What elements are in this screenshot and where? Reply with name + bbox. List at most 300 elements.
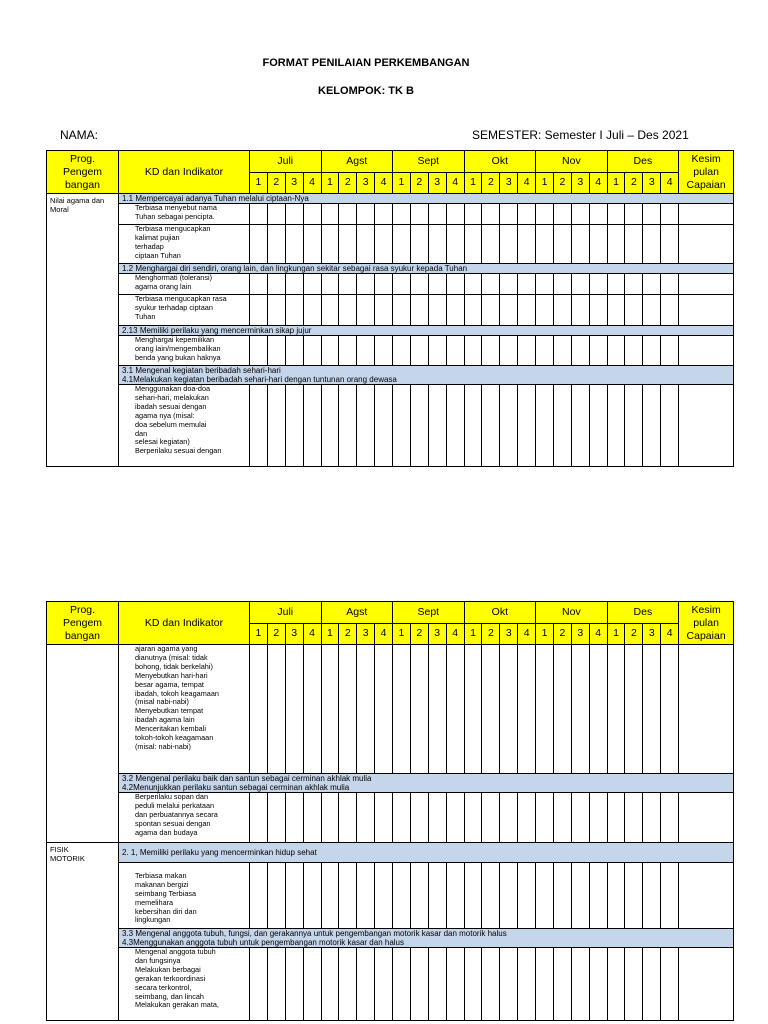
score-cell[interactable] — [375, 863, 393, 929]
header-prog-line: bangan — [64, 178, 101, 191]
score-cell[interactable] — [339, 274, 357, 295]
indicator-line: Menghargai kepemilikan — [135, 335, 215, 344]
score-cell[interactable] — [410, 385, 428, 467]
score-cell[interactable] — [428, 863, 446, 929]
indicator-line: dan fungsinya — [135, 955, 181, 965]
score-cell[interactable] — [607, 336, 625, 366]
score-cell[interactable] — [518, 793, 536, 843]
score-cell[interactable] — [285, 274, 303, 295]
score-cell[interactable] — [661, 948, 679, 1021]
score-cell[interactable] — [321, 274, 339, 295]
score-cell[interactable] — [661, 336, 679, 366]
score-cell[interactable] — [607, 274, 625, 295]
score-cell[interactable] — [428, 274, 446, 295]
indicator-line: Menghormati (toleransi) — [135, 273, 213, 282]
kd-heading — [119, 194, 734, 204]
score-cell[interactable] — [321, 645, 339, 774]
score-cell[interactable] — [553, 863, 571, 929]
score-cell[interactable] — [464, 204, 482, 225]
indicator-line: agama dan budaya — [135, 827, 198, 837]
score-cell[interactable] — [518, 645, 536, 774]
score-cell[interactable] — [321, 863, 339, 929]
score-cell[interactable] — [410, 225, 428, 264]
header-week: 3 — [285, 172, 303, 194]
score-cell[interactable] — [464, 295, 482, 326]
indicator-line: Berperilaku sesuai dengan — [135, 446, 222, 456]
score-cell[interactable] — [518, 385, 536, 467]
score-cell[interactable] — [500, 863, 518, 929]
score-cell[interactable] — [393, 336, 411, 366]
indicator-line: benda yang bukan haknya — [135, 352, 221, 362]
score-cell[interactable] — [285, 225, 303, 264]
score-cell[interactable] — [500, 295, 518, 326]
score-cell[interactable] — [303, 385, 321, 467]
score-cell[interactable] — [250, 863, 268, 929]
score-cell[interactable] — [679, 274, 734, 295]
score-cell[interactable] — [607, 948, 625, 1021]
score-cell[interactable] — [267, 274, 285, 295]
prog-fisik-motorik — [47, 843, 119, 1021]
prog-nilai-agama — [47, 194, 119, 467]
score-cell[interactable] — [607, 863, 625, 929]
score-cell[interactable] — [643, 863, 661, 929]
score-cell[interactable] — [500, 336, 518, 366]
score-cell[interactable] — [357, 948, 375, 1021]
score-cell[interactable] — [553, 225, 571, 264]
score-cell[interactable] — [607, 793, 625, 843]
score-cell[interactable] — [500, 274, 518, 295]
score-cell[interactable] — [679, 863, 734, 929]
score-cell[interactable] — [643, 948, 661, 1021]
header-week: 4 — [661, 172, 679, 194]
score-cell[interactable] — [303, 295, 321, 326]
score-cell[interactable] — [571, 225, 589, 264]
score-cell[interactable] — [661, 204, 679, 225]
score-cell[interactable] — [339, 204, 357, 225]
score-cell[interactable] — [679, 793, 734, 843]
score-cell[interactable] — [321, 295, 339, 326]
score-cell[interactable] — [285, 204, 303, 225]
score-cell[interactable] — [375, 225, 393, 264]
score-cell[interactable] — [357, 863, 375, 929]
indicator-line: Tuhan sebagai pencipta. — [135, 211, 215, 221]
score-cell[interactable] — [661, 385, 679, 467]
score-cell[interactable] — [250, 336, 268, 366]
score-cell[interactable] — [643, 274, 661, 295]
score-cell[interactable] — [571, 274, 589, 295]
score-cell[interactable] — [553, 948, 571, 1021]
score-cell[interactable] — [250, 948, 268, 1021]
score-cell[interactable] — [303, 225, 321, 264]
score-cell[interactable] — [267, 948, 285, 1021]
score-cell[interactable] — [643, 225, 661, 264]
indicator-line: ibadah, tokoh keagamaan — [135, 688, 219, 698]
score-cell[interactable] — [553, 336, 571, 366]
score-cell[interactable] — [679, 645, 734, 774]
score-cell[interactable] — [571, 385, 589, 467]
score-cell[interactable] — [267, 645, 285, 774]
kd-number: 2.13 — [122, 326, 138, 335]
indicator-line: secara terkontrol, — [135, 982, 192, 992]
score-cell[interactable] — [357, 204, 375, 225]
score-cell[interactable] — [357, 793, 375, 843]
score-cell[interactable] — [571, 295, 589, 326]
score-cell[interactable] — [250, 385, 268, 467]
score-cell[interactable] — [393, 274, 411, 295]
score-cell[interactable] — [285, 948, 303, 1021]
score-cell[interactable] — [625, 948, 643, 1021]
score-cell[interactable] — [643, 645, 661, 774]
score-cell[interactable] — [607, 645, 625, 774]
score-cell[interactable] — [410, 645, 428, 774]
score-cell[interactable] — [643, 385, 661, 467]
score-cell[interactable] — [428, 385, 446, 467]
score-cell[interactable] — [661, 863, 679, 929]
score-cell[interactable] — [428, 793, 446, 843]
header-week: 3 — [428, 623, 446, 645]
score-cell[interactable] — [428, 645, 446, 774]
score-cell[interactable] — [446, 204, 464, 225]
score-cell[interactable] — [321, 385, 339, 467]
score-cell[interactable] — [518, 948, 536, 1021]
score-cell[interactable] — [482, 274, 500, 295]
score-cell[interactable] — [500, 385, 518, 467]
score-cell[interactable] — [339, 863, 357, 929]
score-cell[interactable] — [536, 204, 554, 225]
indicator-line: Terbiasa menyebut nama — [135, 203, 217, 212]
header-month: Okt — [464, 151, 536, 173]
score-cell[interactable] — [464, 385, 482, 467]
score-cell[interactable] — [393, 385, 411, 467]
score-cell[interactable] — [536, 793, 554, 843]
score-cell[interactable] — [607, 204, 625, 225]
score-cell[interactable] — [607, 295, 625, 326]
score-cell[interactable] — [428, 948, 446, 1021]
score-cell[interactable] — [446, 385, 464, 467]
header-week: 2 — [553, 623, 571, 645]
kd-number: 4.1 — [122, 375, 134, 384]
score-cell[interactable] — [357, 645, 375, 774]
score-cell[interactable] — [607, 225, 625, 264]
score-cell[interactable] — [679, 204, 734, 225]
header-week: 4 — [303, 172, 321, 194]
score-cell[interactable] — [393, 793, 411, 843]
score-cell[interactable] — [589, 274, 607, 295]
score-cell[interactable] — [500, 204, 518, 225]
score-cell[interactable] — [303, 645, 321, 774]
score-cell[interactable] — [303, 793, 321, 843]
score-cell[interactable] — [321, 204, 339, 225]
score-cell[interactable] — [464, 948, 482, 1021]
score-cell[interactable] — [285, 295, 303, 326]
indicator-line: terhadap — [135, 241, 164, 251]
score-cell[interactable] — [464, 863, 482, 929]
indicator-line: ibadah sesuai dengan — [135, 401, 207, 411]
score-cell[interactable] — [428, 204, 446, 225]
score-cell[interactable] — [375, 274, 393, 295]
score-cell[interactable] — [303, 274, 321, 295]
score-cell[interactable] — [607, 385, 625, 467]
indicator-line: Melakukan berbagai — [135, 964, 201, 974]
score-cell[interactable] — [625, 295, 643, 326]
header-result-line: Capaian — [686, 629, 726, 642]
score-cell[interactable] — [285, 645, 303, 774]
score-cell[interactable] — [553, 204, 571, 225]
score-cell[interactable] — [536, 863, 554, 929]
kd-number: 2. 1, — [122, 848, 138, 857]
score-cell[interactable] — [375, 336, 393, 366]
score-cell[interactable] — [267, 863, 285, 929]
score-cell[interactable] — [589, 295, 607, 326]
kd-heading — [119, 843, 734, 863]
score-cell[interactable] — [339, 948, 357, 1021]
score-cell[interactable] — [285, 793, 303, 843]
score-cell[interactable] — [625, 204, 643, 225]
score-cell[interactable] — [625, 793, 643, 843]
score-cell[interactable] — [571, 948, 589, 1021]
score-cell[interactable] — [500, 793, 518, 843]
score-cell[interactable] — [589, 385, 607, 467]
score-cell[interactable] — [571, 336, 589, 366]
score-cell[interactable] — [446, 225, 464, 264]
score-cell[interactable] — [267, 385, 285, 467]
header-week: 3 — [500, 623, 518, 645]
score-cell[interactable] — [303, 863, 321, 929]
score-cell[interactable] — [518, 295, 536, 326]
score-cell[interactable] — [375, 295, 393, 326]
score-cell[interactable] — [661, 793, 679, 843]
score-cell[interactable] — [410, 295, 428, 326]
score-cell[interactable] — [303, 204, 321, 225]
indicator-cell — [119, 948, 250, 1021]
score-cell[interactable] — [303, 948, 321, 1021]
score-cell[interactable] — [321, 225, 339, 264]
score-cell[interactable] — [482, 204, 500, 225]
score-cell[interactable] — [410, 274, 428, 295]
score-cell[interactable] — [500, 948, 518, 1021]
header-month: Sept — [393, 602, 465, 624]
score-cell[interactable] — [357, 295, 375, 326]
score-cell[interactable] — [428, 295, 446, 326]
score-cell[interactable] — [446, 274, 464, 295]
score-cell[interactable] — [625, 645, 643, 774]
assessment-table-1 — [46, 150, 734, 467]
indicator-cell — [119, 863, 250, 929]
score-cell[interactable] — [446, 645, 464, 774]
score-cell[interactable] — [393, 295, 411, 326]
score-cell[interactable] — [589, 793, 607, 843]
score-cell[interactable] — [410, 948, 428, 1021]
score-cell[interactable] — [518, 274, 536, 295]
score-cell[interactable] — [679, 948, 734, 1021]
score-cell[interactable] — [339, 645, 357, 774]
score-cell[interactable] — [482, 385, 500, 467]
score-cell[interactable] — [536, 385, 554, 467]
score-cell[interactable] — [357, 385, 375, 467]
score-cell[interactable] — [446, 863, 464, 929]
score-cell[interactable] — [553, 645, 571, 774]
score-cell[interactable] — [482, 225, 500, 264]
score-cell[interactable] — [393, 645, 411, 774]
score-cell[interactable] — [321, 793, 339, 843]
score-cell[interactable] — [446, 295, 464, 326]
score-cell[interactable] — [625, 385, 643, 467]
score-cell[interactable] — [464, 274, 482, 295]
indicator-line: peduli melalui perkataan — [135, 800, 215, 810]
score-cell[interactable] — [375, 645, 393, 774]
score-cell[interactable] — [464, 645, 482, 774]
kd-text: Mengenal anggota tubuh, fungsi, dan gerakannya untuk pengembangan motorik kasar dan motorik halus — [135, 929, 507, 938]
score-cell[interactable] — [536, 274, 554, 295]
score-cell[interactable] — [267, 225, 285, 264]
score-cell[interactable] — [464, 225, 482, 264]
score-cell[interactable] — [518, 225, 536, 264]
score-cell[interactable] — [625, 225, 643, 264]
score-cell[interactable] — [375, 793, 393, 843]
indicator-line: agama nya (misal: — [135, 410, 195, 420]
score-cell[interactable] — [625, 336, 643, 366]
score-cell[interactable] — [410, 863, 428, 929]
score-cell[interactable] — [267, 793, 285, 843]
score-cell[interactable] — [393, 225, 411, 264]
score-cell[interactable] — [446, 948, 464, 1021]
score-cell[interactable] — [428, 225, 446, 264]
score-cell[interactable] — [339, 295, 357, 326]
score-cell[interactable] — [464, 793, 482, 843]
score-cell[interactable] — [267, 295, 285, 326]
score-cell[interactable] — [250, 645, 268, 774]
score-cell[interactable] — [321, 948, 339, 1021]
indicator-line: tokoh-tokoh keagamaan — [135, 733, 214, 743]
score-cell[interactable] — [553, 274, 571, 295]
score-cell[interactable] — [393, 204, 411, 225]
score-cell[interactable] — [393, 863, 411, 929]
kd-text: Menunjukkan perilaku santun sebagai cerminan akhlak mulia — [133, 783, 350, 792]
score-cell[interactable] — [589, 948, 607, 1021]
score-cell[interactable] — [357, 336, 375, 366]
score-cell[interactable] — [482, 863, 500, 929]
score-cell[interactable] — [661, 274, 679, 295]
score-cell[interactable] — [571, 793, 589, 843]
score-cell[interactable] — [482, 336, 500, 366]
score-cell[interactable] — [285, 336, 303, 366]
score-cell[interactable] — [482, 793, 500, 843]
score-cell[interactable] — [643, 336, 661, 366]
score-cell[interactable] — [589, 863, 607, 929]
header-week: 2 — [625, 623, 643, 645]
indicator-line: selesai kegiatan) — [135, 437, 190, 447]
score-cell[interactable] — [285, 385, 303, 467]
score-cell[interactable] — [679, 225, 734, 264]
score-cell[interactable] — [536, 948, 554, 1021]
score-cell[interactable] — [339, 385, 357, 467]
score-cell[interactable] — [375, 204, 393, 225]
score-cell[interactable] — [679, 385, 734, 467]
score-cell[interactable] — [643, 793, 661, 843]
score-cell[interactable] — [589, 336, 607, 366]
score-cell[interactable] — [250, 295, 268, 326]
score-cell[interactable] — [589, 645, 607, 774]
score-cell[interactable] — [536, 336, 554, 366]
score-cell[interactable] — [643, 204, 661, 225]
header-month: Agst — [321, 602, 393, 624]
indicator-line: Tuhan — [135, 311, 156, 321]
score-cell[interactable] — [285, 863, 303, 929]
score-cell[interactable] — [357, 274, 375, 295]
score-cell[interactable] — [267, 336, 285, 366]
score-cell[interactable] — [393, 948, 411, 1021]
score-cell[interactable] — [375, 385, 393, 467]
score-cell[interactable] — [518, 863, 536, 929]
score-cell[interactable] — [339, 336, 357, 366]
score-cell[interactable] — [679, 295, 734, 326]
score-cell[interactable] — [553, 385, 571, 467]
score-cell[interactable] — [410, 793, 428, 843]
score-cell[interactable] — [339, 225, 357, 264]
score-cell[interactable] — [571, 863, 589, 929]
score-cell[interactable] — [589, 225, 607, 264]
score-cell[interactable] — [321, 336, 339, 366]
indicator-cell — [119, 793, 250, 843]
kd-number: 4.3 — [122, 938, 134, 947]
score-cell[interactable] — [571, 204, 589, 225]
header-week: 1 — [607, 623, 625, 645]
score-cell[interactable] — [410, 336, 428, 366]
indicator-line: gerakan terkoordinasi — [135, 973, 206, 983]
score-cell[interactable] — [625, 863, 643, 929]
score-cell[interactable] — [482, 295, 500, 326]
score-cell[interactable] — [250, 793, 268, 843]
score-cell[interactable] — [536, 645, 554, 774]
score-cell[interactable] — [589, 204, 607, 225]
score-cell[interactable] — [571, 645, 589, 774]
score-cell[interactable] — [339, 793, 357, 843]
score-cell[interactable] — [661, 645, 679, 774]
score-cell[interactable] — [250, 204, 268, 225]
indicator-line: ibadah agama lain — [135, 715, 195, 725]
score-cell[interactable] — [661, 225, 679, 264]
score-cell[interactable] — [303, 336, 321, 366]
score-cell[interactable] — [410, 204, 428, 225]
score-cell[interactable] — [500, 225, 518, 264]
score-cell[interactable] — [500, 645, 518, 774]
score-cell[interactable] — [643, 295, 661, 326]
score-cell[interactable] — [446, 336, 464, 366]
score-cell[interactable] — [375, 948, 393, 1021]
score-cell[interactable] — [250, 225, 268, 264]
score-cell[interactable] — [464, 336, 482, 366]
score-cell[interactable] — [267, 204, 285, 225]
header-week: 2 — [267, 623, 285, 645]
indicator-line: memelihara — [135, 897, 174, 907]
score-cell[interactable] — [446, 793, 464, 843]
score-cell[interactable] — [482, 948, 500, 1021]
score-cell[interactable] — [679, 336, 734, 366]
score-cell[interactable] — [250, 274, 268, 295]
score-cell[interactable] — [553, 295, 571, 326]
score-cell[interactable] — [553, 793, 571, 843]
score-cell[interactable] — [482, 645, 500, 774]
score-cell[interactable] — [428, 336, 446, 366]
score-cell[interactable] — [536, 225, 554, 264]
score-cell[interactable] — [661, 295, 679, 326]
score-cell[interactable] — [625, 274, 643, 295]
score-cell[interactable] — [357, 225, 375, 264]
score-cell[interactable] — [518, 336, 536, 366]
score-cell[interactable] — [518, 204, 536, 225]
score-cell[interactable] — [536, 295, 554, 326]
indicator-cell — [119, 274, 250, 295]
